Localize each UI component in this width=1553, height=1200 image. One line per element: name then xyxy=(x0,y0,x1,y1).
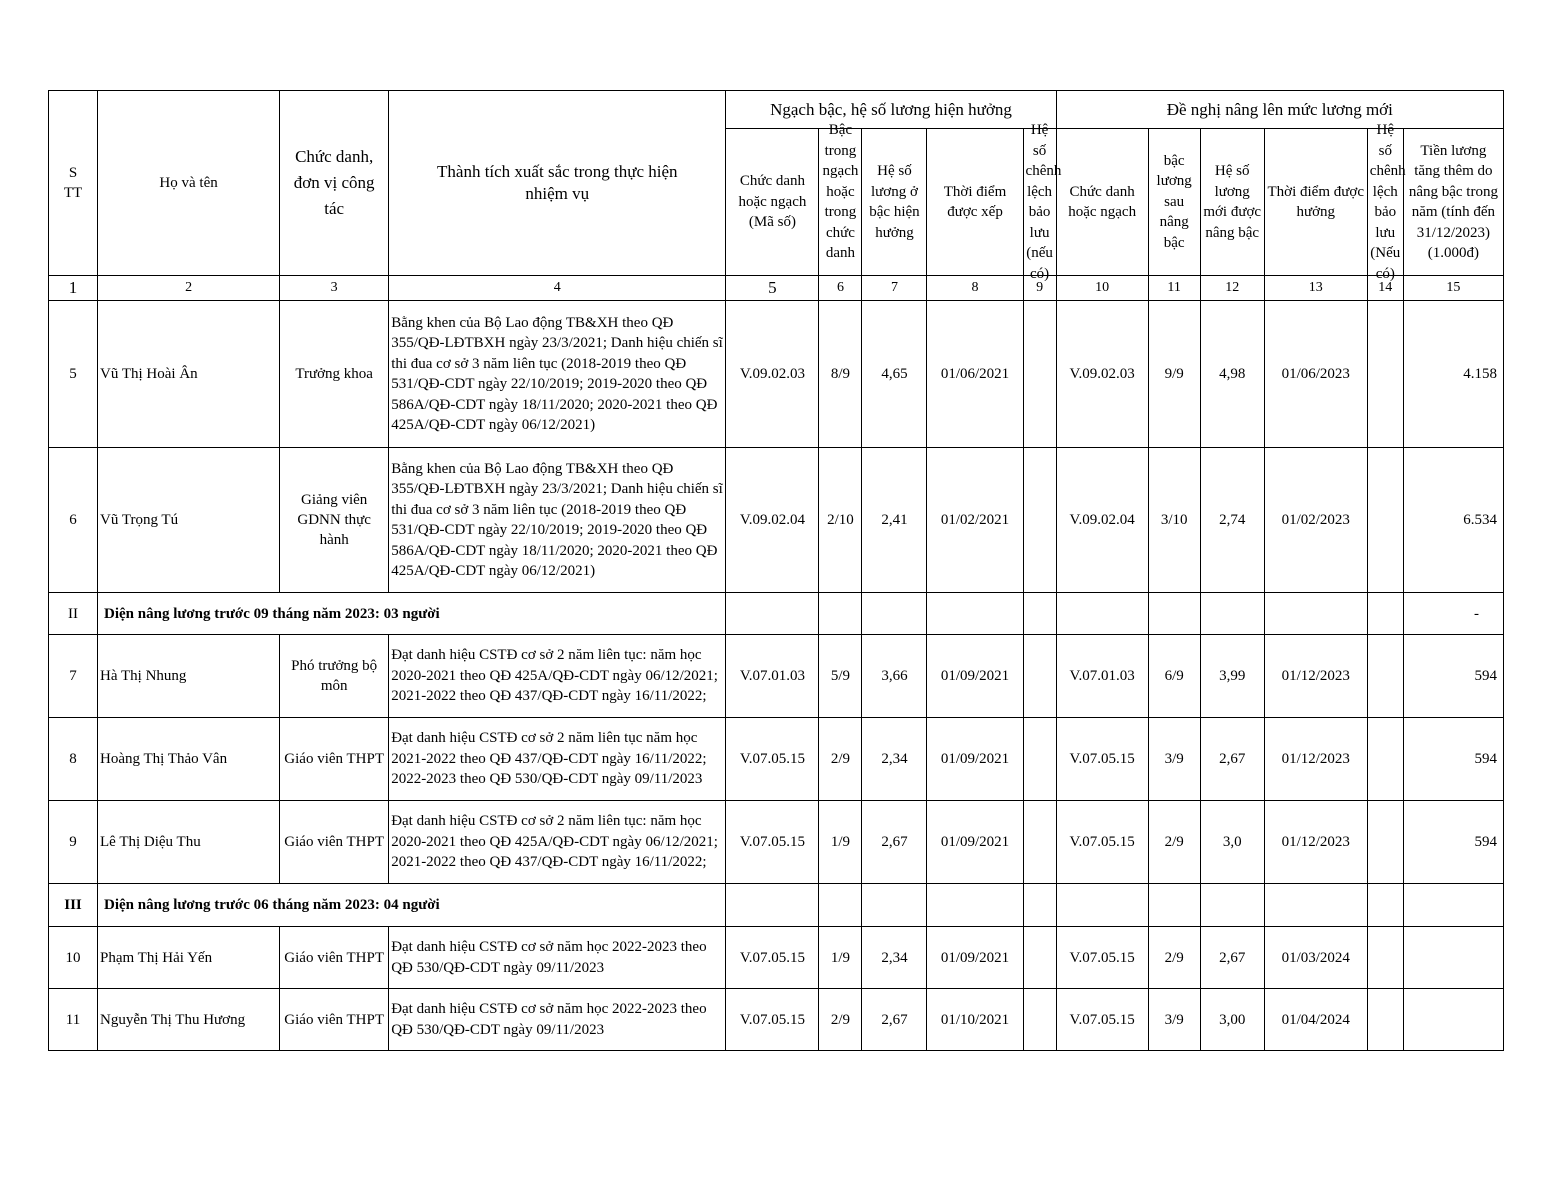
cell-new-code: V.09.02.04 xyxy=(1056,448,1148,593)
header-c15: Tiền lương tăng thêm do nâng bậc trong năm (tính đến 31/12/2023) (1.000đ) xyxy=(1403,129,1503,276)
cell-new-date: 01/03/2024 xyxy=(1264,927,1367,989)
cell-stt: 9 xyxy=(49,801,98,884)
section-row xyxy=(49,884,1504,927)
cell-new-date: 01/02/2023 xyxy=(1264,448,1367,593)
cell-name: Vũ Trọng Tú xyxy=(98,448,280,593)
cell-stt: 5 xyxy=(49,301,98,448)
cell-achievement: Đạt danh hiệu CSTĐ cơ sở năm học 2022-2023 theo QĐ 530/QĐ-CDT ngày 09/11/2023 xyxy=(389,989,726,1051)
header-group-current: Ngạch bậc, hệ số lương hiện hưởng xyxy=(726,91,1056,129)
cell-new-code: V.07.05.15 xyxy=(1056,718,1148,801)
cell-step: 2/9 xyxy=(819,718,862,801)
cell-code: V.09.02.03 xyxy=(726,301,819,448)
header-c7: Hệ số lương ở bậc hiện hưởng xyxy=(862,129,927,276)
cell-code: V.07.01.03 xyxy=(726,635,819,718)
col-num: 4 xyxy=(389,276,726,301)
cell-new-coef: 2,74 xyxy=(1200,448,1264,593)
col-num: 10 xyxy=(1056,276,1148,301)
cell-achievement: Đạt danh hiệu CSTĐ cơ sở 2 năm liên tục: năm học 2020-2021 theo QĐ 425A/QĐ-CDT ngày 06/12/2021; 2021-2022 theo QĐ 437/QĐ-CDT ngày 16/11/2022; xyxy=(389,801,726,884)
cell-new-coef: 2,67 xyxy=(1200,718,1264,801)
section-title: Diện nâng lương trước 06 tháng năm 2023: 04 người xyxy=(98,884,726,927)
col-num: 14 xyxy=(1367,276,1403,301)
header-c5: Chức danh hoặc ngạch (Mã số) xyxy=(726,129,819,276)
cell-new-step: 6/9 xyxy=(1148,635,1200,718)
header-name: Họ và tên xyxy=(98,91,280,276)
col-num: 9 xyxy=(1023,276,1056,301)
cell-new-step: 2/9 xyxy=(1148,801,1200,884)
cell-new-date: 01/12/2023 xyxy=(1264,635,1367,718)
cell-new-code: V.07.05.15 xyxy=(1056,989,1148,1051)
header-c13: Thời điểm được hưởng xyxy=(1264,129,1367,276)
cell-step: 5/9 xyxy=(819,635,862,718)
cell-achievement: Đạt danh hiệu CSTĐ cơ sở năm học 2022-2023 theo QĐ 530/QĐ-CDT ngày 09/11/2023 xyxy=(389,927,726,989)
header-group-row xyxy=(49,91,1504,129)
cell-stt: 11 xyxy=(49,989,98,1051)
col-num: 15 xyxy=(1403,276,1503,301)
cell-amount: 6.534 xyxy=(1403,448,1503,593)
cell-diff xyxy=(1023,448,1056,593)
cell-code: V.07.05.15 xyxy=(726,801,819,884)
cell-position: Giáo viên THPT xyxy=(280,801,389,884)
section-row xyxy=(49,593,1504,635)
cell-new-diff xyxy=(1367,989,1403,1051)
header-c11: bậc lương sau nâng bậc xyxy=(1148,129,1200,276)
cell-achievement: Bằng khen của Bộ Lao động TB&XH theo QĐ 355/QĐ-LĐTBXH ngày 23/3/2021; Danh hiệu chiến sĩ thi đua cơ sở 3 năm liên tục (2018-2019 theo QĐ 531/QĐ-CDT ngày 22/10/2019; 2019-2020 theo QĐ 586A/QĐ-CDT ngày 18/11/2020; 2020-2021 theo QĐ 425A/QĐ-CDT ngày 06/12/2021) xyxy=(389,301,726,448)
cell-name: Nguyễn Thị Thu Hương xyxy=(98,989,280,1051)
cell-achievement: Đạt danh hiệu CSTĐ cơ sở 2 năm liên tục: năm học 2020-2021 theo QĐ 425A/QĐ-CDT ngày 06/12/2021; 2021-2022 theo QĐ 437/QĐ-CDT ngày 16/11/2022; xyxy=(389,635,726,718)
cell-new-step: 3/9 xyxy=(1148,718,1200,801)
cell-date: 01/06/2021 xyxy=(927,301,1023,448)
cell-stt: 6 xyxy=(49,448,98,593)
cell-step: 8/9 xyxy=(819,301,862,448)
header-c10: Chức danh hoặc ngạch xyxy=(1056,129,1148,276)
cell-date: 01/09/2021 xyxy=(927,927,1023,989)
cell-position: Giáo viên THPT xyxy=(280,718,389,801)
section-number: III xyxy=(49,884,98,927)
cell-new-step: 9/9 xyxy=(1148,301,1200,448)
cell-code: V.07.05.15 xyxy=(726,989,819,1051)
col-num: 6 xyxy=(819,276,862,301)
cell-date: 01/02/2021 xyxy=(927,448,1023,593)
cell-code: V.07.05.15 xyxy=(726,718,819,801)
cell-amount xyxy=(1403,989,1503,1051)
table-row xyxy=(49,801,1504,884)
cell-position: Giảng viên GDNN thực hành xyxy=(280,448,389,593)
cell-new-coef: 2,67 xyxy=(1200,927,1264,989)
col-num: 13 xyxy=(1264,276,1367,301)
cell-date: 01/09/2021 xyxy=(927,635,1023,718)
cell-coef: 2,34 xyxy=(862,718,927,801)
cell-diff xyxy=(1023,989,1056,1051)
section-title: Diện nâng lương trước 09 tháng năm 2023: 03 người xyxy=(98,593,726,635)
header-group-proposed: Đề nghị nâng lên mức lương mới xyxy=(1056,91,1503,129)
cell-new-step: 3/9 xyxy=(1148,989,1200,1051)
cell-new-diff xyxy=(1367,718,1403,801)
cell-step: 1/9 xyxy=(819,927,862,989)
header-position: Chức danh, đơn vị công tác xyxy=(280,91,389,276)
header-achievement: Thành tích xuất sắc trong thực hiện nhiệm vụ xyxy=(389,91,726,276)
table-row xyxy=(49,927,1504,989)
cell-new-date: 01/06/2023 xyxy=(1264,301,1367,448)
cell-date: 01/09/2021 xyxy=(927,801,1023,884)
col-num: 7 xyxy=(862,276,927,301)
col-num: 3 xyxy=(280,276,389,301)
cell-name: Hà Thị Nhung xyxy=(98,635,280,718)
cell-new-diff xyxy=(1367,635,1403,718)
cell-name: Vũ Thị Hoài Ân xyxy=(98,301,280,448)
cell-coef: 4,65 xyxy=(862,301,927,448)
cell-new-code: V.07.01.03 xyxy=(1056,635,1148,718)
header-c9: Hệ số chênh lệch bảo lưu (nếu có) xyxy=(1023,129,1056,276)
cell-amount: 4.158 xyxy=(1403,301,1503,448)
salary-table xyxy=(48,90,1504,1051)
cell-code: V.07.05.15 xyxy=(726,927,819,989)
col-num: 1 xyxy=(49,276,98,301)
header-c12: Hệ số lương mới được nâng bậc xyxy=(1200,129,1264,276)
cell-new-coef: 3,0 xyxy=(1200,801,1264,884)
cell-achievement: Đạt danh hiệu CSTĐ cơ sở 2 năm liên tục năm học 2021-2022 theo QĐ 437/QĐ-CDT ngày 16/11/2022; 2022-2023 theo QĐ 530/QĐ-CDT ngày 09/11/2023 xyxy=(389,718,726,801)
cell-date: 01/10/2021 xyxy=(927,989,1023,1051)
cell-new-coef: 4,98 xyxy=(1200,301,1264,448)
cell-name: Lê Thị Diệu Thu xyxy=(98,801,280,884)
cell-date: 01/09/2021 xyxy=(927,718,1023,801)
header-c8: Thời điểm được xếp xyxy=(927,129,1023,276)
cell-step: 2/10 xyxy=(819,448,862,593)
col-num: 8 xyxy=(927,276,1023,301)
cell-name: Phạm Thị Hải Yến xyxy=(98,927,280,989)
cell-new-code: V.09.02.03 xyxy=(1056,301,1148,448)
cell-diff xyxy=(1023,801,1056,884)
cell-new-code: V.07.05.15 xyxy=(1056,927,1148,989)
table-row xyxy=(49,635,1504,718)
cell-position: Giáo viên THPT xyxy=(280,927,389,989)
cell-amount: 594 xyxy=(1403,635,1503,718)
table-row xyxy=(49,989,1504,1051)
cell-amount: 594 xyxy=(1403,718,1503,801)
cell-name: Hoàng Thị Thảo Vân xyxy=(98,718,280,801)
cell-position: Trưởng khoa xyxy=(280,301,389,448)
table-row xyxy=(49,718,1504,801)
table-row xyxy=(49,448,1504,593)
col-num: 11 xyxy=(1148,276,1200,301)
cell-coef: 2,67 xyxy=(862,989,927,1051)
section-amount xyxy=(1403,884,1503,927)
cell-diff xyxy=(1023,635,1056,718)
cell-new-step: 3/10 xyxy=(1148,448,1200,593)
cell-coef: 2,34 xyxy=(862,927,927,989)
header-stt: S TT xyxy=(49,91,98,276)
cell-new-diff xyxy=(1367,301,1403,448)
cell-new-date: 01/04/2024 xyxy=(1264,989,1367,1051)
cell-diff xyxy=(1023,301,1056,448)
cell-coef: 3,66 xyxy=(862,635,927,718)
cell-stt: 10 xyxy=(49,927,98,989)
cell-new-coef: 3,00 xyxy=(1200,989,1264,1051)
cell-code: V.09.02.04 xyxy=(726,448,819,593)
table-row xyxy=(49,301,1504,448)
col-num: 12 xyxy=(1200,276,1264,301)
cell-position: Phó trưởng bộ môn xyxy=(280,635,389,718)
cell-step: 1/9 xyxy=(819,801,862,884)
cell-coef: 2,41 xyxy=(862,448,927,593)
cell-new-date: 01/12/2023 xyxy=(1264,718,1367,801)
cell-amount: 594 xyxy=(1403,801,1503,884)
col-num: 5 xyxy=(726,276,819,301)
cell-new-coef: 3,99 xyxy=(1200,635,1264,718)
cell-coef: 2,67 xyxy=(862,801,927,884)
cell-new-code: V.07.05.15 xyxy=(1056,801,1148,884)
header-c6: Bậc trong ngạch hoặc trong chức danh xyxy=(819,129,862,276)
cell-stt: 7 xyxy=(49,635,98,718)
column-number-row xyxy=(49,276,1504,301)
cell-achievement: Bằng khen của Bộ Lao động TB&XH theo QĐ 355/QĐ-LĐTBXH ngày 23/3/2021; Danh hiệu chiến sĩ thi đua cơ sở 3 năm liên tục (2018-2019 theo QĐ 531/QĐ-CDT ngày 22/10/2019; 2019-2020 theo QĐ 586A/QĐ-CDT ngày 18/11/2020; 2020-2021 theo QĐ 425A/QĐ-CDT ngày 06/12/2021) xyxy=(389,448,726,593)
header-c14: Hệ số chênh lệch bảo lưu (Nếu có) xyxy=(1367,129,1403,276)
cell-new-diff xyxy=(1367,801,1403,884)
cell-new-date: 01/12/2023 xyxy=(1264,801,1367,884)
col-num: 2 xyxy=(98,276,280,301)
section-number: II xyxy=(49,593,98,635)
section-amount: - xyxy=(1403,593,1503,635)
cell-position: Giáo viên THPT xyxy=(280,989,389,1051)
cell-step: 2/9 xyxy=(819,989,862,1051)
cell-new-diff xyxy=(1367,448,1403,593)
cell-stt: 8 xyxy=(49,718,98,801)
cell-new-step: 2/9 xyxy=(1148,927,1200,989)
cell-new-diff xyxy=(1367,927,1403,989)
cell-amount xyxy=(1403,927,1503,989)
cell-diff xyxy=(1023,718,1056,801)
cell-diff xyxy=(1023,927,1056,989)
